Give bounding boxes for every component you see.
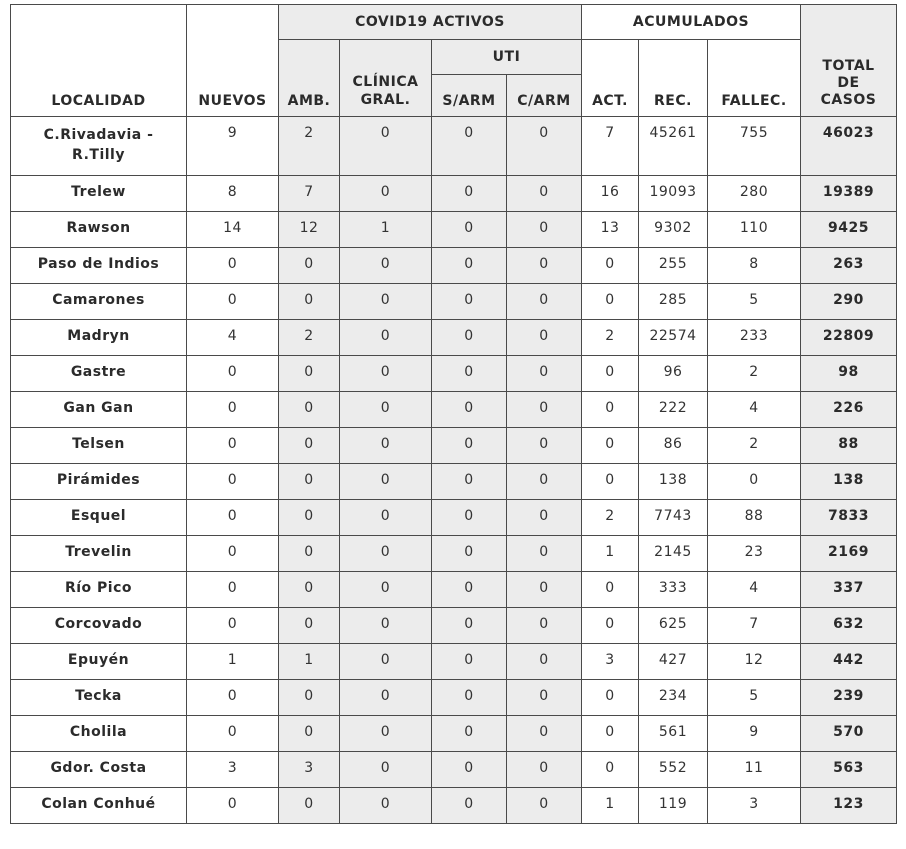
cell-localidad: C.Rivadavia - R.Tilly bbox=[11, 117, 187, 176]
cell-total: 138 bbox=[801, 464, 897, 500]
cell-total: 290 bbox=[801, 284, 897, 320]
cell-localidad: Trevelin bbox=[11, 536, 187, 572]
cell-nuevos: 0 bbox=[187, 392, 279, 428]
cell-act: 0 bbox=[582, 356, 639, 392]
cell-fallec: 755 bbox=[708, 117, 801, 176]
cell-s-arm: 0 bbox=[432, 572, 507, 608]
cell-s-arm: 0 bbox=[432, 176, 507, 212]
cell-total: 22809 bbox=[801, 320, 897, 356]
cell-s-arm: 0 bbox=[432, 788, 507, 824]
cell-total: 442 bbox=[801, 644, 897, 680]
cell-rec: 285 bbox=[639, 284, 708, 320]
cell-nuevos: 8 bbox=[187, 176, 279, 212]
cell-amb: 7 bbox=[279, 176, 340, 212]
cell-act: 0 bbox=[582, 428, 639, 464]
cell-act: 1 bbox=[582, 536, 639, 572]
cell-rec: 9302 bbox=[639, 212, 708, 248]
cell-act: 2 bbox=[582, 320, 639, 356]
cell-act: 0 bbox=[582, 248, 639, 284]
cell-rec: 22574 bbox=[639, 320, 708, 356]
header-total bbox=[801, 5, 897, 117]
cell-fallec: 4 bbox=[708, 572, 801, 608]
cell-total: 7833 bbox=[801, 500, 897, 536]
cell-fallec: 110 bbox=[708, 212, 801, 248]
table-row bbox=[11, 572, 897, 608]
cell-nuevos: 0 bbox=[187, 536, 279, 572]
cell-s-arm: 0 bbox=[432, 716, 507, 752]
cell-rec: 19093 bbox=[639, 176, 708, 212]
table-row bbox=[11, 680, 897, 716]
cell-rec: 86 bbox=[639, 428, 708, 464]
cell-localidad: Gastre bbox=[11, 356, 187, 392]
cell-s-arm: 0 bbox=[432, 284, 507, 320]
cell-rec: 255 bbox=[639, 248, 708, 284]
cell-rec: 119 bbox=[639, 788, 708, 824]
cell-amb: 0 bbox=[279, 536, 340, 572]
cell-fallec: 4 bbox=[708, 392, 801, 428]
table-row bbox=[11, 500, 897, 536]
cell-s-arm: 0 bbox=[432, 680, 507, 716]
cell-rec: 7743 bbox=[639, 500, 708, 536]
cell-rec: 96 bbox=[639, 356, 708, 392]
cell-c-arm: 0 bbox=[507, 644, 582, 680]
cell-rec: 222 bbox=[639, 392, 708, 428]
cell-clinica: 0 bbox=[340, 536, 432, 572]
table-row bbox=[11, 428, 897, 464]
cell-localidad: Pirámides bbox=[11, 464, 187, 500]
cell-amb: 0 bbox=[279, 572, 340, 608]
cell-nuevos: 3 bbox=[187, 752, 279, 788]
cell-nuevos: 0 bbox=[187, 356, 279, 392]
cell-act: 0 bbox=[582, 392, 639, 428]
cell-c-arm: 0 bbox=[507, 320, 582, 356]
cell-total: 239 bbox=[801, 680, 897, 716]
cell-total: 88 bbox=[801, 428, 897, 464]
cell-amb: 1 bbox=[279, 644, 340, 680]
table-row bbox=[11, 176, 897, 212]
cell-amb: 0 bbox=[279, 608, 340, 644]
cell-fallec: 5 bbox=[708, 680, 801, 716]
cell-c-arm: 0 bbox=[507, 464, 582, 500]
cell-nuevos: 0 bbox=[187, 572, 279, 608]
table-row bbox=[11, 464, 897, 500]
cell-nuevos: 0 bbox=[187, 500, 279, 536]
table-row bbox=[11, 320, 897, 356]
cell-fallec: 7 bbox=[708, 608, 801, 644]
cell-localidad: Telsen bbox=[11, 428, 187, 464]
cell-fallec: 0 bbox=[708, 464, 801, 500]
header-uti: UTI bbox=[432, 40, 582, 75]
cell-c-arm: 0 bbox=[507, 356, 582, 392]
cell-c-arm: 0 bbox=[507, 428, 582, 464]
cell-total: 226 bbox=[801, 392, 897, 428]
cell-act: 1 bbox=[582, 788, 639, 824]
cell-s-arm: 0 bbox=[432, 428, 507, 464]
cell-clinica: 0 bbox=[340, 392, 432, 428]
cell-rec: 138 bbox=[639, 464, 708, 500]
cell-clinica: 0 bbox=[340, 644, 432, 680]
cell-clinica: 0 bbox=[340, 572, 432, 608]
cell-fallec: 280 bbox=[708, 176, 801, 212]
cell-fallec: 2 bbox=[708, 356, 801, 392]
cell-fallec: 11 bbox=[708, 752, 801, 788]
header-amb: AMB. bbox=[279, 40, 340, 117]
cell-fallec: 12 bbox=[708, 644, 801, 680]
cell-clinica: 0 bbox=[340, 716, 432, 752]
table-row bbox=[11, 248, 897, 284]
cell-localidad: Epuyén bbox=[11, 644, 187, 680]
cell-clinica: 0 bbox=[340, 176, 432, 212]
cell-amb: 12 bbox=[279, 212, 340, 248]
header-s-arm: S/ARM bbox=[432, 75, 507, 117]
cell-localidad: Madryn bbox=[11, 320, 187, 356]
cell-s-arm: 0 bbox=[432, 752, 507, 788]
cell-s-arm: 0 bbox=[432, 320, 507, 356]
cell-amb: 0 bbox=[279, 284, 340, 320]
cell-rec: 2145 bbox=[639, 536, 708, 572]
cell-clinica: 1 bbox=[340, 212, 432, 248]
table-row bbox=[11, 788, 897, 824]
cell-c-arm: 0 bbox=[507, 117, 582, 176]
header-fallec: FALLEC. bbox=[708, 40, 801, 117]
cell-act: 16 bbox=[582, 176, 639, 212]
cell-act: 2 bbox=[582, 500, 639, 536]
cell-nuevos: 9 bbox=[187, 117, 279, 176]
cell-clinica: 0 bbox=[340, 320, 432, 356]
cell-clinica: 0 bbox=[340, 500, 432, 536]
cell-s-arm: 0 bbox=[432, 536, 507, 572]
cell-rec: 552 bbox=[639, 752, 708, 788]
cell-fallec: 2 bbox=[708, 428, 801, 464]
cell-s-arm: 0 bbox=[432, 212, 507, 248]
cell-rec: 427 bbox=[639, 644, 708, 680]
cell-localidad: Colan Conhué bbox=[11, 788, 187, 824]
cell-clinica: 0 bbox=[340, 608, 432, 644]
cell-total: 2169 bbox=[801, 536, 897, 572]
table-row bbox=[11, 716, 897, 752]
cell-fallec: 9 bbox=[708, 716, 801, 752]
cell-act: 0 bbox=[582, 608, 639, 644]
cell-c-arm: 0 bbox=[507, 680, 582, 716]
table-row bbox=[11, 356, 897, 392]
cell-localidad: Trelew bbox=[11, 176, 187, 212]
cell-fallec: 233 bbox=[708, 320, 801, 356]
cell-fallec: 88 bbox=[708, 500, 801, 536]
cell-total: 9425 bbox=[801, 212, 897, 248]
cell-amb: 2 bbox=[279, 117, 340, 176]
cell-c-arm: 0 bbox=[507, 212, 582, 248]
cell-total: 632 bbox=[801, 608, 897, 644]
cell-clinica: 0 bbox=[340, 284, 432, 320]
cell-act: 13 bbox=[582, 212, 639, 248]
cell-s-arm: 0 bbox=[432, 392, 507, 428]
cell-c-arm: 0 bbox=[507, 392, 582, 428]
cell-fallec: 5 bbox=[708, 284, 801, 320]
header-covid-activos: COVID19 ACTIVOS bbox=[279, 5, 582, 40]
table-row bbox=[11, 536, 897, 572]
cell-nuevos: 0 bbox=[187, 716, 279, 752]
cell-amb: 0 bbox=[279, 680, 340, 716]
cell-amb: 0 bbox=[279, 788, 340, 824]
cell-nuevos: 0 bbox=[187, 788, 279, 824]
cell-nuevos: 0 bbox=[187, 680, 279, 716]
cell-s-arm: 0 bbox=[432, 356, 507, 392]
header-acumulados: ACUMULADOS bbox=[582, 5, 801, 40]
cell-act: 0 bbox=[582, 716, 639, 752]
cell-localidad: Esquel bbox=[11, 500, 187, 536]
cell-amb: 0 bbox=[279, 716, 340, 752]
cell-c-arm: 0 bbox=[507, 248, 582, 284]
cell-fallec: 3 bbox=[708, 788, 801, 824]
table-row bbox=[11, 608, 897, 644]
cell-amb: 0 bbox=[279, 500, 340, 536]
cell-rec: 333 bbox=[639, 572, 708, 608]
cell-amb: 2 bbox=[279, 320, 340, 356]
cell-c-arm: 0 bbox=[507, 752, 582, 788]
cell-c-arm: 0 bbox=[507, 716, 582, 752]
cell-localidad: Paso de Indios bbox=[11, 248, 187, 284]
cell-s-arm: 0 bbox=[432, 464, 507, 500]
header-clinica-text: CLÍNICA GRAL. bbox=[352, 74, 419, 108]
cell-rec: 234 bbox=[639, 680, 708, 716]
cell-clinica: 0 bbox=[340, 788, 432, 824]
cell-c-arm: 0 bbox=[507, 500, 582, 536]
cell-nuevos: 0 bbox=[187, 464, 279, 500]
cell-nuevos: 1 bbox=[187, 644, 279, 680]
cell-total: 19389 bbox=[801, 176, 897, 212]
cell-nuevos: 0 bbox=[187, 608, 279, 644]
cell-s-arm: 0 bbox=[432, 644, 507, 680]
cell-localidad: Camarones bbox=[11, 284, 187, 320]
cell-localidad: Tecka bbox=[11, 680, 187, 716]
header-act: ACT. bbox=[582, 40, 639, 117]
cell-total: 98 bbox=[801, 356, 897, 392]
cell-act: 0 bbox=[582, 572, 639, 608]
cell-total: 563 bbox=[801, 752, 897, 788]
cell-c-arm: 0 bbox=[507, 788, 582, 824]
cell-localidad: Rawson bbox=[11, 212, 187, 248]
cell-clinica: 0 bbox=[340, 680, 432, 716]
table-row bbox=[11, 392, 897, 428]
cell-nuevos: 0 bbox=[187, 428, 279, 464]
cell-rec: 561 bbox=[639, 716, 708, 752]
cell-total: 570 bbox=[801, 716, 897, 752]
cell-clinica: 0 bbox=[340, 248, 432, 284]
cell-amb: 0 bbox=[279, 248, 340, 284]
cell-c-arm: 0 bbox=[507, 176, 582, 212]
cell-clinica: 0 bbox=[340, 117, 432, 176]
cell-c-arm: 0 bbox=[507, 608, 582, 644]
cell-act: 0 bbox=[582, 464, 639, 500]
table-row bbox=[11, 212, 897, 248]
covid-table-container bbox=[10, 4, 897, 824]
cell-localidad: Río Pico bbox=[11, 572, 187, 608]
header-nuevos: NUEVOS bbox=[187, 5, 279, 117]
cell-amb: 3 bbox=[279, 752, 340, 788]
covid-cases-table bbox=[10, 4, 897, 824]
cell-c-arm: 0 bbox=[507, 536, 582, 572]
header-total-text: TOTAL DE CASOS bbox=[820, 58, 877, 108]
cell-clinica: 0 bbox=[340, 752, 432, 788]
cell-nuevos: 14 bbox=[187, 212, 279, 248]
cell-amb: 0 bbox=[279, 356, 340, 392]
header-c-arm: C/ARM bbox=[507, 75, 582, 117]
cell-total: 46023 bbox=[801, 117, 897, 176]
cell-localidad: Gan Gan bbox=[11, 392, 187, 428]
cell-act: 3 bbox=[582, 644, 639, 680]
cell-amb: 0 bbox=[279, 392, 340, 428]
cell-localidad: Cholila bbox=[11, 716, 187, 752]
table-row bbox=[11, 117, 897, 176]
header-rec: REC. bbox=[639, 40, 708, 117]
table-body bbox=[11, 117, 897, 824]
cell-rec: 45261 bbox=[639, 117, 708, 176]
cell-act: 7 bbox=[582, 117, 639, 176]
cell-nuevos: 4 bbox=[187, 320, 279, 356]
cell-s-arm: 0 bbox=[432, 248, 507, 284]
table-row bbox=[11, 752, 897, 788]
table-row bbox=[11, 284, 897, 320]
table-row bbox=[11, 644, 897, 680]
cell-fallec: 23 bbox=[708, 536, 801, 572]
cell-s-arm: 0 bbox=[432, 117, 507, 176]
cell-localidad: Gdor. Costa bbox=[11, 752, 187, 788]
cell-c-arm: 0 bbox=[507, 572, 582, 608]
cell-fallec: 8 bbox=[708, 248, 801, 284]
cell-s-arm: 0 bbox=[432, 608, 507, 644]
cell-act: 0 bbox=[582, 284, 639, 320]
header-localidad: LOCALIDAD bbox=[11, 5, 187, 117]
cell-clinica: 0 bbox=[340, 356, 432, 392]
cell-act: 0 bbox=[582, 680, 639, 716]
cell-total: 263 bbox=[801, 248, 897, 284]
cell-act: 0 bbox=[582, 752, 639, 788]
cell-total: 337 bbox=[801, 572, 897, 608]
cell-clinica: 0 bbox=[340, 464, 432, 500]
cell-c-arm: 0 bbox=[507, 284, 582, 320]
cell-nuevos: 0 bbox=[187, 284, 279, 320]
cell-s-arm: 0 bbox=[432, 500, 507, 536]
header-clinica bbox=[340, 40, 432, 117]
cell-amb: 0 bbox=[279, 428, 340, 464]
cell-total: 123 bbox=[801, 788, 897, 824]
cell-amb: 0 bbox=[279, 464, 340, 500]
cell-nuevos: 0 bbox=[187, 248, 279, 284]
cell-rec: 625 bbox=[639, 608, 708, 644]
cell-clinica: 0 bbox=[340, 428, 432, 464]
cell-localidad: Corcovado bbox=[11, 608, 187, 644]
